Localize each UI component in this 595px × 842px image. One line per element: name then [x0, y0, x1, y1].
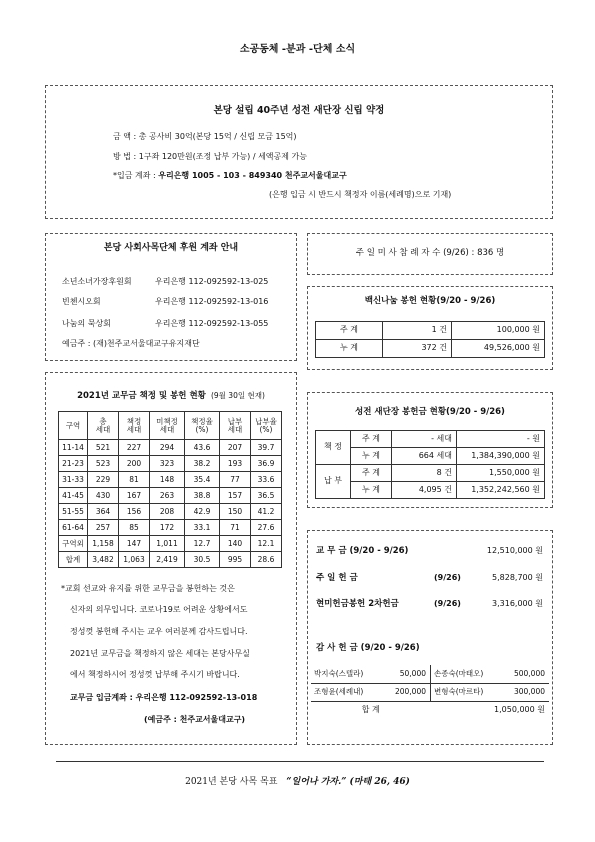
table-row	[59, 472, 282, 488]
table-cell: 200	[119, 456, 150, 472]
dues-col-header: 미책정 세대	[150, 412, 185, 440]
table-row	[59, 504, 282, 520]
table-cell: 33.1	[185, 520, 220, 536]
table-cell: 208	[150, 504, 185, 520]
table-cell: 148	[150, 472, 185, 488]
table-cell: 1,158	[88, 536, 119, 552]
table-row	[311, 683, 549, 701]
table-row	[311, 665, 549, 683]
table-cell: 3,482	[88, 552, 119, 568]
renov-sub-label: 주 계	[351, 431, 392, 448]
table-cell: 207	[220, 440, 251, 456]
vaccine-sharing-title: 백신나눔 봉헌 현황(9/20 - 9/26)	[364, 296, 496, 306]
finance-dues-value: 12,510,000 원	[486, 546, 543, 555]
table-cell: 38.8	[185, 488, 220, 504]
vaccine-row-label: 주 계	[316, 322, 383, 340]
table-cell: 71	[220, 520, 251, 536]
thanks-name: 손종숙(마태오)	[431, 665, 493, 683]
table-cell: 995	[220, 552, 251, 568]
table-cell: 523	[88, 456, 119, 472]
table-cell: 1,063	[119, 552, 150, 568]
footer-goal-label: 2021년 본당 사목 목표	[185, 777, 278, 787]
renov-sub-label: 누 계	[351, 448, 392, 465]
table-cell: 21-23	[59, 456, 88, 472]
dues-account-holder: (예금주 : 천주교서울대교구)	[144, 715, 246, 724]
table-cell: 36.9	[251, 456, 282, 472]
building-account	[113, 172, 347, 180]
table-cell: 147	[119, 536, 150, 552]
renov-sub-label: 누 계	[351, 482, 392, 499]
finance-second-value: 3,316,000 원	[492, 599, 543, 608]
table-cell: 구역외	[59, 536, 88, 552]
welfare-title: 본당 사회사목단체 후원 계좌 안내	[103, 243, 239, 253]
finance-sunday-label: 주 일 헌 금	[316, 573, 358, 583]
building-amount: 금 액 : 총 공사비 30억(본당 15억 / 신립 모금 15억)	[113, 132, 297, 141]
table-row	[59, 520, 282, 536]
finance-sunday-value: 5,828,700 원	[492, 573, 543, 582]
renov-amount: 1,384,390,000 원	[457, 448, 545, 465]
table-cell: 28.6	[251, 552, 282, 568]
dues-account	[70, 694, 257, 702]
renovation-offering-box	[307, 392, 553, 508]
table-cell: 35.4	[185, 472, 220, 488]
table-cell: 430	[88, 488, 119, 504]
dues-col-header: 책정율 (%)	[185, 412, 220, 440]
table-cell: 140	[220, 536, 251, 552]
vaccine-sharing-box	[307, 286, 553, 370]
table-cell: 263	[150, 488, 185, 504]
dues-account-label: 교무금 입금계좌 :	[70, 693, 133, 702]
thanks-name: 변형숙(마르타)	[431, 683, 493, 701]
table-cell: 12.1	[251, 536, 282, 552]
vaccine-row-label: 누 계	[316, 340, 383, 358]
vaccine-row-amount: 100,000 원	[452, 322, 545, 340]
dues-col-header: 구역	[59, 412, 88, 440]
welfare-name-1: 소년소녀가장후원회	[62, 277, 132, 286]
dues-note-line: 2021년 교무금을 책정하지 않은 세대는 본당사무실	[70, 649, 250, 658]
thanks-name: 박지숙(스텔라)	[311, 665, 372, 683]
table-cell: 39.7	[251, 440, 282, 456]
dues-note-line: 신자의 의무입니다. 코로나19로 어려운 상황에서도	[70, 605, 248, 614]
dues-col-header: 납부 세대	[220, 412, 251, 440]
church-dues-table	[58, 411, 282, 568]
renovation-offering-table	[315, 430, 545, 499]
table-cell: 36.5	[251, 488, 282, 504]
page-header: 소공동체 -분과 -단체 소식	[239, 44, 356, 55]
vaccine-row-amount: 49,526,000 원	[452, 340, 545, 358]
table-cell: 364	[88, 504, 119, 520]
building-account-value: 우리은행 1005 - 103 - 849340 천주교서울대교구	[158, 171, 347, 180]
mass-attendance-box	[307, 233, 553, 275]
welfare-name-3: 나눔의 묵상회	[62, 319, 111, 328]
finance-box	[307, 530, 553, 745]
renov-amount: 1,352,242,560 원	[457, 482, 545, 499]
church-dues-title-date: (9월 30일 현재)	[210, 391, 265, 400]
table-row	[59, 488, 282, 504]
table-row	[59, 536, 282, 552]
table-cell: 81	[119, 472, 150, 488]
welfare-box	[45, 233, 297, 361]
table-row	[59, 440, 282, 456]
renov-group-label: 납 부	[316, 465, 351, 499]
building-note: (은행 입금 시 반드시 책정자 이름(세례명)으로 기재)	[269, 190, 452, 199]
table-cell: 521	[88, 440, 119, 456]
dues-account-value: 우리은행 112-092592-13-018	[135, 693, 258, 702]
renov-count: 664 세대	[392, 448, 457, 465]
table-cell: 2,419	[150, 552, 185, 568]
footer-goal-quote: “일어나 가자.” (마태 26, 46)	[286, 777, 410, 787]
table-cell: 31-33	[59, 472, 88, 488]
footer-goal	[0, 778, 595, 787]
renov-amount: 1,550,000 원	[457, 465, 545, 482]
renov-count: - 세대	[392, 431, 457, 448]
table-cell: 합계	[59, 552, 88, 568]
table-cell: 77	[220, 472, 251, 488]
church-dues-title	[46, 385, 296, 401]
renov-group-label: 책 정	[316, 431, 351, 465]
table-cell: 157	[220, 488, 251, 504]
building-pledge-title: 본당 설립 40주년 성전 새단장 신립 약정	[213, 105, 385, 116]
welfare-holder: 예금주 : (재)천주교서울대교구유지재단	[62, 339, 200, 348]
finance-sunday-date: (9/26)	[434, 573, 461, 582]
thanks-table	[311, 665, 549, 719]
table-row-total	[59, 552, 282, 568]
renovation-offering-title: 성전 새단장 봉헌금 현황(9/20 - 9/26)	[355, 407, 505, 417]
renov-count: 8 건	[392, 465, 457, 482]
table-cell: 61-64	[59, 520, 88, 536]
welfare-account-2: 우리은행 112-092592-13-016	[155, 297, 269, 306]
thanks-amount: 200,000	[372, 683, 431, 701]
dues-note-line: *교회 선교와 유지를 위한 교무금을 봉헌하는 것은	[61, 584, 235, 593]
thanks-title: 감 사 헌 금 (9/20 - 9/26)	[316, 643, 420, 653]
building-method: 방 법 : 1구좌 120만원(조정 납부 가능) / 세액공제 가능	[113, 152, 307, 161]
table-cell: 30.5	[185, 552, 220, 568]
thanks-amount: 300,000	[492, 683, 549, 701]
table-cell: 229	[88, 472, 119, 488]
dues-note-line: 에서 책정하시어 정성껏 납부해 주시기 바랍니다.	[70, 670, 240, 679]
table-cell: 172	[150, 520, 185, 536]
table-cell: 41.2	[251, 504, 282, 520]
welfare-account-1: 우리은행 112-092592-13-025	[155, 277, 269, 286]
table-cell: 11-14	[59, 440, 88, 456]
thanks-total-label: 합 계	[361, 705, 380, 715]
table-cell: 38.2	[185, 456, 220, 472]
vaccine-sharing-table	[315, 321, 545, 358]
table-cell: 257	[88, 520, 119, 536]
thanks-total-value: 1,050,000 원	[494, 705, 545, 715]
table-cell: 156	[119, 504, 150, 520]
building-pledge-box	[45, 85, 553, 219]
table-cell: 41-45	[59, 488, 88, 504]
welfare-name-2: 빈첸시오회	[62, 297, 101, 306]
thanks-name: 조형윤(세례내)	[311, 683, 372, 701]
table-cell: 51-55	[59, 504, 88, 520]
table-cell: 42.9	[185, 504, 220, 520]
renov-count: 4,095 건	[392, 482, 457, 499]
finance-second-label: 현미헌금봉헌 2차헌금	[316, 599, 399, 609]
dues-col-header: 총 세대	[88, 412, 119, 440]
thanks-amount: 500,000	[492, 665, 549, 683]
table-cell: 33.6	[251, 472, 282, 488]
finance-dues-label: 교 무 금 (9/20 - 9/26)	[316, 546, 409, 556]
table-cell: 150	[220, 504, 251, 520]
vaccine-row-count: 372 건	[383, 340, 452, 358]
thanks-amount: 50,000	[372, 665, 431, 683]
welfare-account-3: 우리은행 112-092592-13-055	[155, 319, 269, 328]
finance-second-date: (9/26)	[434, 599, 461, 608]
table-cell: 294	[150, 440, 185, 456]
table-cell: 227	[119, 440, 150, 456]
church-dues-header-row	[59, 412, 282, 440]
table-cell: 1,011	[150, 536, 185, 552]
table-cell: 27.6	[251, 520, 282, 536]
table-cell: 43.6	[185, 440, 220, 456]
table-cell: 85	[119, 520, 150, 536]
church-dues-title-main: 2021년 교무금 책정 및 봉헌 현황	[77, 391, 206, 401]
dues-col-header: 책정 세대	[119, 412, 150, 440]
footer-divider	[56, 761, 544, 762]
building-account-label: *입금 계좌 :	[113, 171, 156, 180]
table-cell: 12.7	[185, 536, 220, 552]
table-row	[59, 456, 282, 472]
mass-attendance-text: 주 일 미 사 참 례 자 수 (9/26) : 836 명	[355, 248, 505, 258]
dues-note-line: 정성껏 봉헌해 주시는 교우 여러분께 감사드립니다.	[70, 627, 248, 636]
table-row-total	[311, 701, 549, 719]
table-cell: 167	[119, 488, 150, 504]
renov-sub-label: 주 계	[351, 465, 392, 482]
dues-col-header: 납부율 (%)	[251, 412, 282, 440]
table-cell: 193	[220, 456, 251, 472]
table-cell: 323	[150, 456, 185, 472]
church-dues-box	[45, 372, 297, 745]
renov-amount: - 원	[457, 431, 545, 448]
vaccine-row-count: 1 건	[383, 322, 452, 340]
